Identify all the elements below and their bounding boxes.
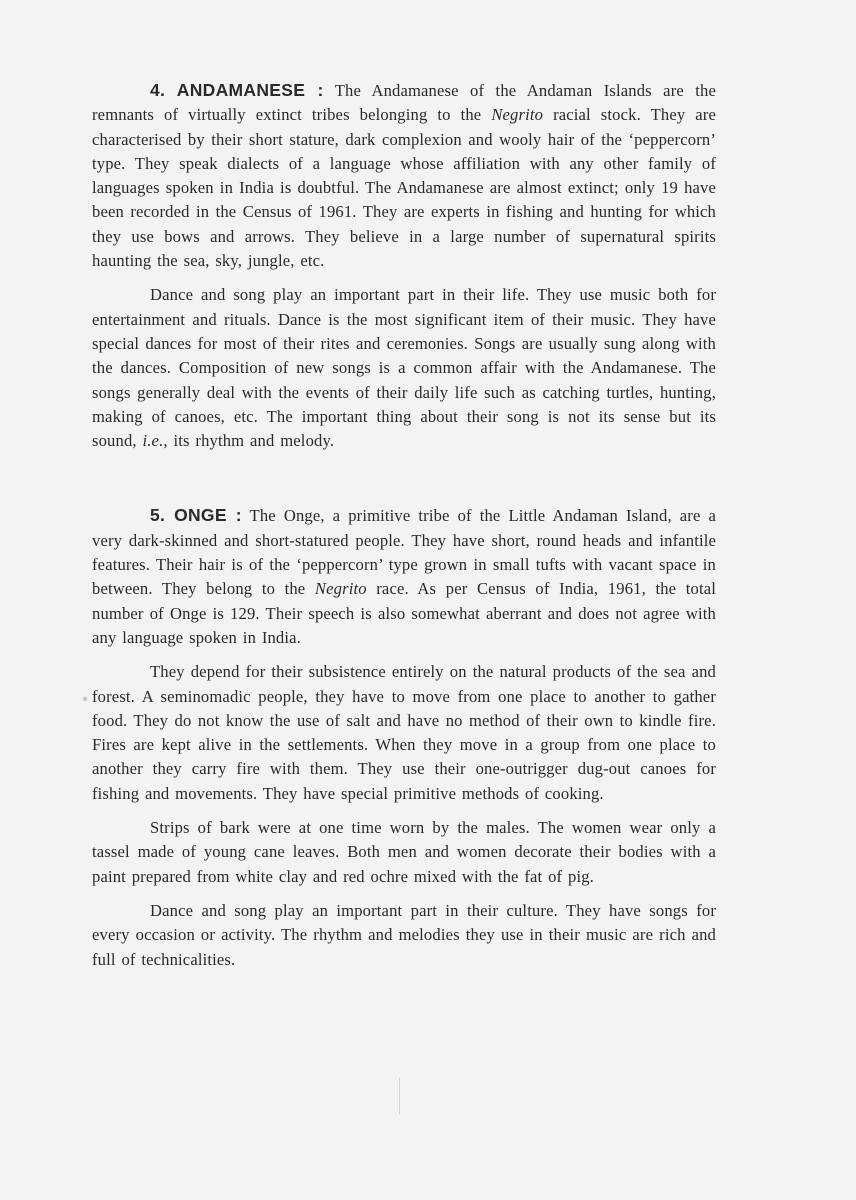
andamanese-p2-emphasis: i.e.	[142, 431, 164, 451]
document-page	[92, 78, 716, 972]
onge-p1-emphasis: Negrito	[314, 579, 367, 599]
andamanese-paragraph-2	[92, 283, 716, 453]
andamanese-p2-tail: , its rhythm and melody.	[163, 431, 335, 451]
paper-scratch	[399, 1078, 400, 1114]
andamanese-p2-text: Dance and song play an important part in their life. They use music both for entertainment and rituals. Dance is the most significant item of their music. They have special dances for most of their rites and ceremonies. Songs are usually sung along with the dances. Composition of new songs is a common affair with the Andamanese. The songs generally deal with the events of their daily life such as catching turtles, hunting, making of canoes, etc. The important thing about their song is not its sense but its sound,	[92, 285, 716, 451]
andamanese-paragraph-1	[92, 78, 716, 273]
andamanese-p1-tail: racial stock. They are characterised by their short stature, dark complexion and wooly hair of the ‘peppercorn’ type. They speak dialects of a language whose affiliation with any other family of languages spoken in India is doubtful. The Andamanese are almost extinct; only 19 have been recorded in the Census of 1961. They are experts in fishing and hunting for which they use bows and arrows. They believe in a large number of supernatural spirits haunting the sea, sky, jungle, etc.	[92, 105, 716, 271]
onge-paragraph-2: They depend for their subsistence entirely on the natural products of the sea and forest. A seminomadic people, they have to move from one place to another to gather food. They do not know the use of salt and have no method of their own to kindle fire. Fires are kept alive in the settlements. When they move in a group from one place to another they carry fire with them. They use their one-outrigger dug-out canoes for fishing and movements. They have special primitive methods of cooking.	[92, 662, 716, 803]
andamanese-heading: 4. ANDAMANESE :	[150, 80, 324, 100]
onge-heading: 5. ONGE :	[150, 505, 242, 526]
onge-paragraph-3: Strips of bark were at one time worn by the males. The women wear only a tassel made of young cane leaves. Both men and women decorate their bodies with a paint prepared from white clay and red ochre mixed with the fat of pig.	[92, 818, 716, 886]
onge-paragraph-1	[92, 503, 716, 650]
onge-p1-text: The Onge, a primitive tribe of the Little Andaman Island, are a very dark-skinned and short-statured people. They have short, round heads and infantile features. Their hair is of the ‘peppercorn’ type grown in small tufts with vacant space in between. They belong to the	[92, 506, 716, 599]
paper-speck	[83, 697, 87, 701]
onge-paragraph-4: Dance and song play an important part in their culture. They have songs for every occasion or activity. The rhythm and melodies they use in their music are rich and full of technicalities.	[92, 900, 716, 969]
andamanese-p1-text: The Andamanese of the Andaman Islands are the remnants of virtually extinct tribes belonging to the	[92, 81, 716, 125]
onge-p1-tail: race. As per Census of India, 1961, the total number of Onge is 129. Their speech is also somewhat aberrant and does not agree with any language spoken in India.	[92, 579, 717, 647]
andamanese-p1-emphasis: Negrito	[491, 105, 544, 125]
